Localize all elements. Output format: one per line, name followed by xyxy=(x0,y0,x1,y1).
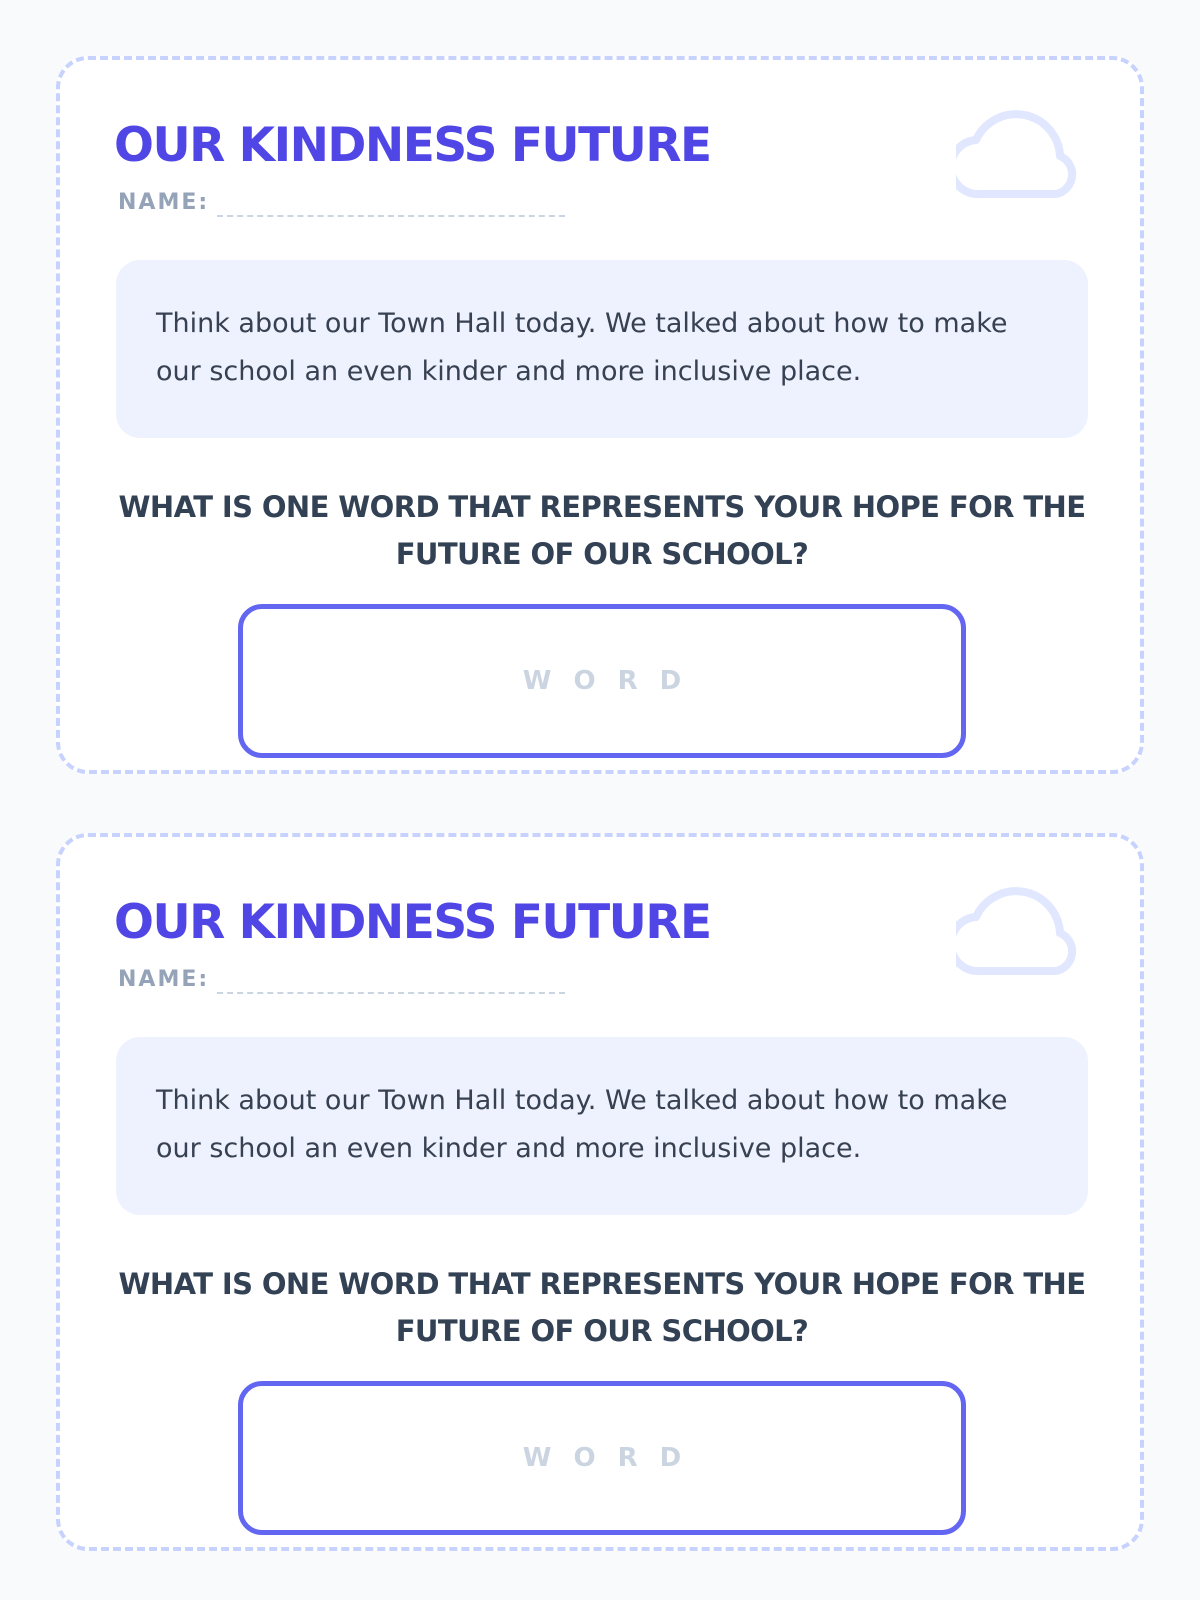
card-title: OUR KINDNESS FUTURE xyxy=(114,118,711,173)
word-placeholder: WORD xyxy=(522,666,704,696)
cloud-icon xyxy=(956,108,1080,204)
cloud-icon xyxy=(956,885,1080,981)
word-answer-box[interactable] xyxy=(238,1381,966,1535)
name-label: NAME: xyxy=(118,190,210,215)
prompt-text: Think about our Town Hall today. We talked about how to make our school an even kinder and more inclusive place. xyxy=(116,1037,1088,1215)
question-text: WHAT IS ONE WORD THAT REPRESENTS YOUR HOPE FOR THE FUTURE OF OUR SCHOOL? xyxy=(118,490,1086,571)
word-placeholder: WORD xyxy=(522,1443,704,1473)
name-line[interactable] xyxy=(217,992,565,994)
name-line[interactable] xyxy=(217,215,565,217)
name-field xyxy=(118,188,565,218)
prompt-text: Think about our Town Hall today. We talked about how to make our school an even kinder and more inclusive place. xyxy=(116,260,1088,438)
exit-ticket-card xyxy=(56,833,1144,1551)
card-title: OUR KINDNESS FUTURE xyxy=(114,895,711,950)
word-answer-box[interactable] xyxy=(238,604,966,758)
question-text: WHAT IS ONE WORD THAT REPRESENTS YOUR HOPE FOR THE FUTURE OF OUR SCHOOL? xyxy=(118,1267,1086,1348)
name-field xyxy=(118,965,565,995)
name-label: NAME: xyxy=(118,967,210,992)
exit-ticket-card xyxy=(56,56,1144,774)
